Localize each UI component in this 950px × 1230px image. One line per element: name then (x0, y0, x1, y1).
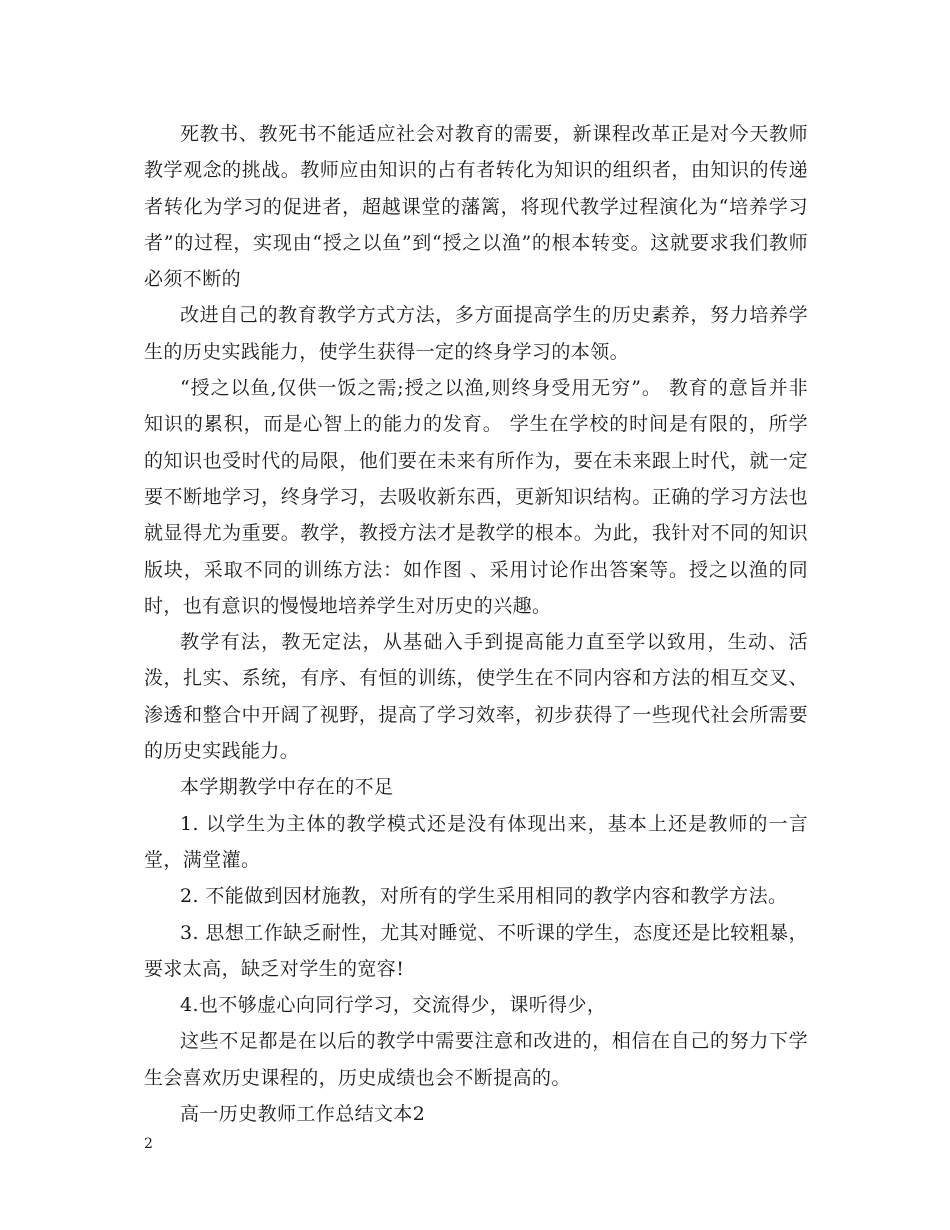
document-body (144, 116, 808, 1132)
page-number: 2 (144, 1136, 153, 1152)
paragraph: 这些不足都是在以后的教学中需要注意和改进的，相信在自己的努力下学生会喜欢历史课程的，历史成绩也会不断提高的。 (144, 1030, 808, 1089)
list-item: 1. 以学生为主体的教学模式还是没有体现出来，基本上还是教师的一言堂，满堂灌。 (144, 812, 808, 871)
paragraph: “授之以鱼,仅供一饭之需;授之以渔,则终身受用无穷”。 教育的意旨并非知识的累积，而是心智上的能力的发育。 学生在学校的时间是有限的，所学的知识也受时代的局限，他们要在未来有所作为，要在未来跟上时代，就一定要不断地学习，终身学习，去吸收新东西，更新知识结构。正确的学习方法也就显得尤为重要。教学，教授方法才是教学的根本。为此，我针对不同的知识版块，采取不同的训练方法：如作图 、采用讨论作出答案等。授之以渔的同时，也有意识的慢慢地培养学生对历史的兴趣。 (144, 377, 808, 617)
list-item: 4.也不够虚心向同行学习，交流得少，课听得少， (180, 994, 607, 1017)
paragraph: 改进自己的教育教学方式方法，多方面提高学生的历史素养，努力培养学生的历史实践能力，使学生获得一定的终身学习的本领。 (144, 304, 808, 363)
section-heading: 本学期教学中存在的不足 (180, 776, 394, 799)
paragraph: 教学有法，教无定法，从基础入手到提高能力直至学以致用，生动、活泼，扎实、系统，有序、有恒的训练，使学生在不同内容和方法的相互交叉、渗透和整合中开阔了视野，提高了学习效率，初步获得了一些现代社会所需要的历史实践能力。 (144, 631, 808, 763)
list-item: 3. 思想工作缺乏耐性，尤其对睡觉、不听课的学生，态度还是比较粗暴，要求太高，缺乏对学生的宽容! (144, 921, 808, 980)
section-heading: 高一历史教师工作总结文本2 (180, 1103, 426, 1126)
paragraph: 死教书、教死书不能适应社会对教育的需要，新课程改革正是对今天教师教学观念的挑战。教师应由知识的占有者转化为知识的组织者，由知识的传递者转化为学习的促进者，超越课堂的藩篱，将现代教学过程演化为“培养学习者”的过程，实现由“授之以鱼”到“授之以渔”的根本转变。这就要求我们教师必须不断的 (144, 123, 808, 291)
list-item: 2. 不能做到因材施教，对所有的学生采用相同的教学内容和教学方法。 (180, 885, 788, 908)
